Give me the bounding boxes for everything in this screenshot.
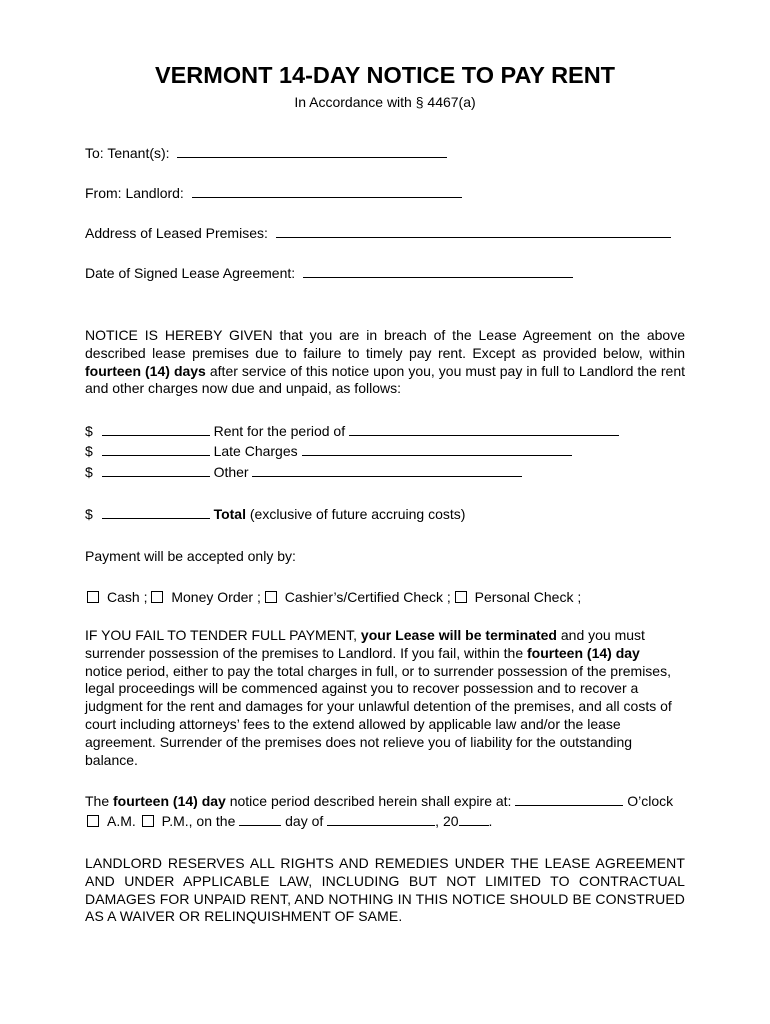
personal-check-checkbox[interactable] — [455, 591, 467, 603]
late-charges-label: Late Charges — [213, 443, 298, 459]
late-charges-blank[interactable] — [302, 443, 572, 456]
late-amount-blank[interactable] — [102, 443, 210, 456]
late-charge-row — [85, 443, 572, 459]
payment-option-personal-check: Personal Check — [474, 589, 574, 605]
expiry-row-1 — [85, 793, 673, 809]
payment-options-row — [87, 589, 581, 605]
currency-symbol: $ — [85, 506, 93, 522]
payment-option-cash: Cash — [107, 589, 140, 605]
other-charges-blank[interactable] — [252, 464, 522, 477]
notice-intro-text: NOTICE IS HEREBY GIVEN that you are in breach of the Lease Agreement on the above described lease premises due to failure to timely pay rent. Except as provided below, within — [85, 327, 685, 361]
money-order-checkbox[interactable] — [151, 591, 163, 603]
total-charge-row — [85, 506, 465, 522]
expiry-year-blank[interactable] — [459, 813, 489, 826]
notice-paragraph — [85, 327, 685, 398]
payment-heading: Payment will be accepted only by: — [85, 548, 296, 564]
rent-period-label: Rent for the period of — [213, 423, 346, 439]
total-amount-blank[interactable] — [102, 506, 210, 519]
other-charge-row — [85, 464, 522, 480]
failure-lease-terminated-bold: your Lease will be terminated — [360, 627, 557, 643]
currency-symbol: $ — [85, 464, 93, 480]
expiry-time-blank[interactable] — [515, 793, 623, 806]
expiry-middle: notice period described herein shall expire at: — [225, 793, 516, 809]
total-note: (exclusive of future accruing costs) — [245, 506, 466, 522]
expiry-day-of: day of — [281, 813, 328, 829]
separator: ; — [253, 589, 265, 605]
payment-option-certified-check: Cashier’s/Certified Check — [284, 589, 443, 605]
other-charges-label: Other — [213, 464, 249, 480]
tenant-blank[interactable] — [177, 145, 447, 158]
reservation-paragraph: LANDLORD RESERVES ALL RIGHTS AND REMEDIES UNDER THE LEASE AGREEMENT AND UNDER APPLICABLE LAW, INCLUDING BUT NOT LIMITED TO CONTRACTUAL DAMAGES FOR UNPAID RENT, AND NOTHING IN THIS NOTICE SHOULD BE CONSTRUED AS A WAIVER OR RELINQUISHMENT OF SAME. — [85, 855, 685, 925]
separator: ; — [573, 589, 582, 605]
separator: ; — [442, 589, 455, 605]
separator: ; — [139, 589, 152, 605]
document-subtitle: In Accordance with § 4467(a) — [294, 94, 476, 110]
failure-period-bold: fourteen (14) day — [527, 644, 640, 661]
currency-symbol: $ — [85, 443, 93, 459]
am-checkbox[interactable] — [87, 815, 99, 827]
tenant-label: To: Tenant(s): — [85, 145, 170, 161]
rent-charge-row — [85, 423, 619, 439]
lease-date-label: Date of Signed Lease Agreement: — [85, 265, 296, 281]
expiry-period-bold: fourteen (14) day — [113, 793, 226, 809]
lease-date-field-row — [85, 265, 573, 281]
pm-checkbox[interactable] — [142, 815, 154, 827]
expiry-end: . — [488, 813, 493, 829]
rent-amount-blank[interactable] — [102, 423, 210, 436]
address-label: Address of Leased Premises: — [85, 225, 268, 241]
expiry-day-blank[interactable] — [239, 813, 281, 826]
other-amount-blank[interactable] — [102, 464, 210, 477]
notice-intro-continuation: after service of this notice upon you, you must pay in full to Landlord the rent and other charges now due and unpaid, as follows: — [85, 362, 686, 397]
tenant-field-row — [85, 145, 447, 161]
currency-symbol: $ — [85, 423, 93, 439]
expiry-year-prefix: , 20 — [435, 813, 459, 829]
pm-label: P.M., on the — [161, 813, 236, 829]
address-blank[interactable] — [276, 225, 671, 238]
address-field-row — [85, 225, 671, 241]
am-label: A.M. — [107, 813, 136, 829]
expiry-row-2 — [87, 813, 492, 829]
cash-checkbox[interactable] — [87, 591, 99, 603]
total-label: Total — [213, 506, 246, 522]
failure-text-2: and you must surrender possession of the premises to Landlord. If you fail, within the — [85, 627, 645, 661]
failure-text-3: notice period, either to pay the total charges in full, or to surrender possession of the premises, legal proceedings will be commenced against you to recover possession and to recover a judgment for the rent and damages for your unlawful detention of the premises, and all costs of court including attorneys’ fees to the extend allowed by applicable law and/or the lease agreement. Surrender of the premises does not relieve you of liability for the outstanding balance. — [85, 662, 672, 768]
expiry-oclock: O’clock — [623, 793, 674, 809]
document-title: VERMONT 14-DAY NOTICE TO PAY RENT — [154, 62, 616, 88]
landlord-blank[interactable] — [192, 185, 462, 198]
failure-text-1: IF YOU FAIL TO TENDER FULL PAYMENT, — [85, 627, 361, 643]
lease-date-blank[interactable] — [303, 265, 573, 278]
expiry-month-blank[interactable] — [327, 813, 435, 826]
rent-period-blank[interactable] — [349, 423, 619, 436]
expiry-prefix: The — [85, 793, 114, 809]
landlord-field-row — [85, 185, 462, 201]
landlord-label: From: Landlord: — [85, 185, 184, 201]
payment-option-money-order: Money Order — [171, 589, 254, 605]
certified-check-checkbox[interactable] — [265, 591, 277, 603]
failure-paragraph — [85, 627, 681, 769]
notice-deadline-bold: fourteen (14) days — [85, 362, 206, 379]
